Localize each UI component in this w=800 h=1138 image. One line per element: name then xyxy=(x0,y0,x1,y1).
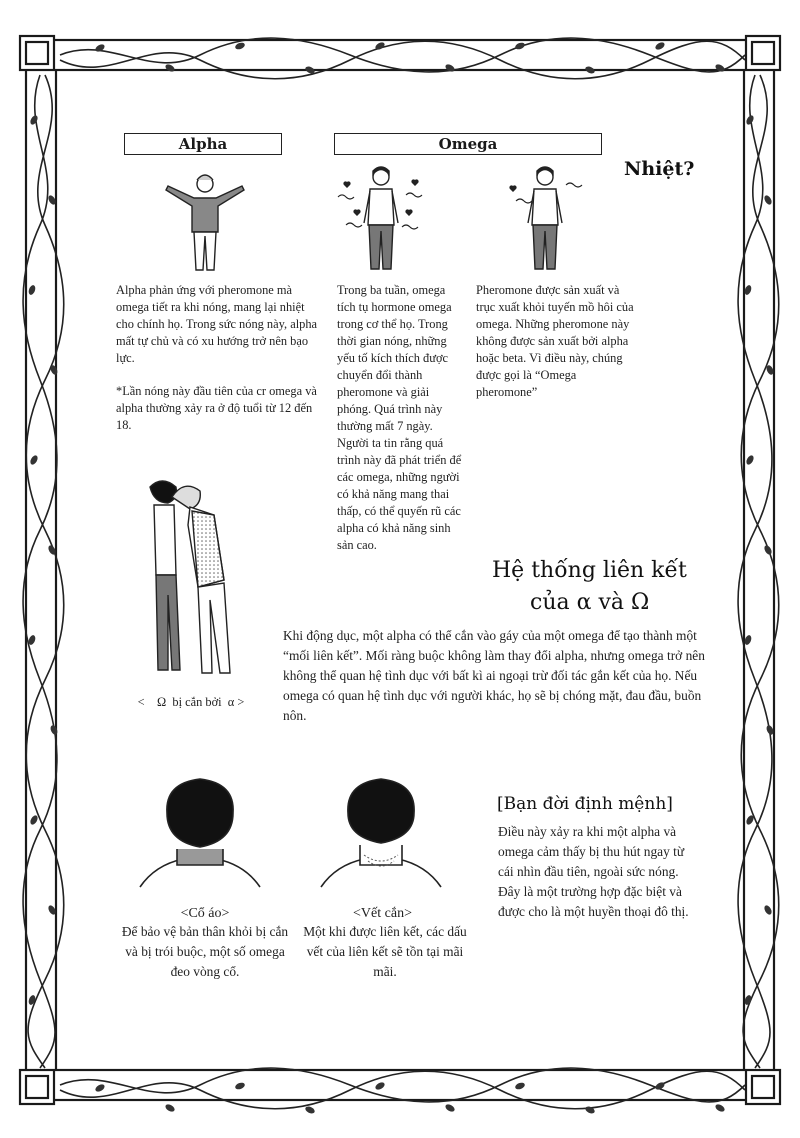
alpha-biting-omega-figure xyxy=(140,475,250,685)
alpha-figure xyxy=(160,170,250,275)
omega-figure-hearts xyxy=(336,165,426,275)
heat-title: Nhiệt? xyxy=(624,158,695,180)
bite-title: <Vết cắn> xyxy=(353,906,412,921)
omega-description: Trong ba tuần, omega tích tụ hormone omega trong cơ thể họ. Trong thời gian nóng, những yếu tố kích thích được chuyển đổi thành pheromone và giải phóng. Quá trình này thường mất 7 ngày. Người ta tin rằng quá trình này đã phát triển để các omega, những người có khả năng mang thai thấp, có thể quyến rũ các alpha có khả năng sinh sản cao. xyxy=(337,283,462,552)
bond-title-line1: Hệ thống liên kết xyxy=(492,558,687,583)
alpha-label: Alpha xyxy=(124,133,282,155)
collar-description: Để bảo vệ bản thân khỏi bị cắn và bị trói buộc, một số omega đeo vòng cổ. xyxy=(121,924,289,979)
bite-mark-figure xyxy=(316,775,446,890)
heat-description: Pheromone được sản xuất và trục xuất khỏi tuyến mồ hôi của omega. Những pheromone này không được sản xuất bởi alpha hoặc beta. Vì điều này, chúng được gọi là “Omega pheromone” xyxy=(476,283,634,399)
bite-caption: < Ω bị cắn bởi α > xyxy=(137,695,245,709)
collar-figure xyxy=(135,775,265,890)
bond-description: Khi động dục, một alpha có thể cắn vào gáy của một omega để tạo thành một “mối liên kết”. Mối ràng buộc không làm thay đổi alpha, nhưng omega trở nên không thể quan hệ tình dục với bất kì ai ngoại trừ đối tác gắn kết của họ. Nếu omega có quan hệ tình dục với người khác, họ sẽ bị chóng mặt, đau đầu, buồn nôn. xyxy=(283,628,705,723)
heat-omega-figure xyxy=(500,165,590,275)
fated-title: [Bạn đời định mệnh] xyxy=(497,794,673,814)
omega-label: Omega xyxy=(334,133,602,155)
alpha-description: Alpha phản ứng với pheromone mà omega tiết ra khi nóng, mang lại nhiệt cho chính họ. Trong sức nóng này, alpha mất tự chủ và có xu hướng trở nên bạo lực. xyxy=(116,283,318,365)
bond-title-line2: của α và Ω xyxy=(530,590,650,615)
collar-title: <Cổ áo> xyxy=(180,906,230,921)
bite-description: Một khi được liên kết, các dấu vết của liên kết sẽ tồn tại mãi mãi. xyxy=(303,924,467,979)
fated-description: Điều này xảy ra khi một alpha và omega cảm thấy bị thu hút ngay từ cái nhìn đầu tiên, ngoài sức nóng. Đây là một trường hợp đặc biệt và được cho là một huyền thoại đô thị. xyxy=(498,824,689,919)
alpha-note: *Lần nóng này đầu tiên của cr omega và alpha thường xảy ra ở độ tuổi từ 12 đến 18. xyxy=(116,384,317,432)
